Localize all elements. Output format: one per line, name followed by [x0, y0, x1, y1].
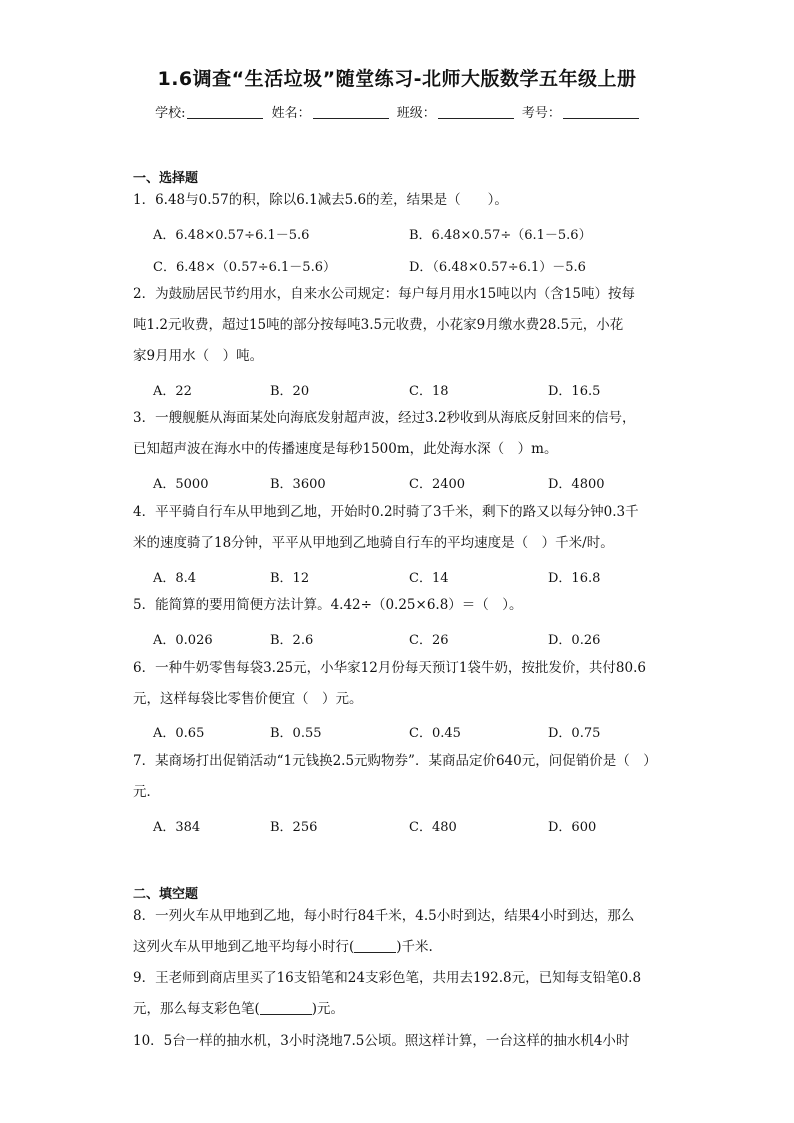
option-d[interactable]: D．600 — [548, 820, 597, 835]
question-text: 家9月用水（ ）吨。 — [133, 348, 264, 364]
option-d[interactable]: D．0.75 — [548, 726, 601, 741]
question-3 — [133, 403, 663, 465]
student-info-line — [0, 102, 794, 121]
question-9 — [133, 963, 663, 1025]
answer-blank[interactable] — [260, 1001, 312, 1015]
option-d[interactable]: D．16.8 — [548, 571, 601, 586]
school-field — [155, 102, 263, 121]
option-a[interactable]: A．6.48×0.57÷6.1－5.6 — [153, 228, 310, 243]
question-text: 6．一种牛奶零售每袋3.25元，小华家12月份每天预订1袋牛奶，按批发价，共付80.6 — [133, 660, 646, 676]
question-text-part: 元，那么每支彩色笔( — [133, 1001, 260, 1017]
option-b[interactable]: B．6.48×0.57÷（6.1－5.6） — [409, 228, 592, 243]
option-b[interactable]: B．2.6 — [270, 633, 314, 648]
question-text-line2 — [133, 932, 663, 963]
name-field — [272, 102, 389, 121]
question-text-part: 这列火车从甲地到乙地平均每小时行( — [133, 939, 355, 955]
exam-no-field — [522, 102, 639, 121]
section-choice-heading: 一、选择题 — [133, 171, 199, 186]
option-c[interactable]: C．2400 — [409, 477, 466, 492]
question-text: 已知超声波在海水中的传播速度是每秒1500m，此处海水深（ ）m。 — [133, 441, 558, 457]
question-text: 10．5台一样的抽水机，3小时浇地7.5公顷。照这样计算，一台这样的抽水机4小时 — [133, 1033, 630, 1049]
question-text: 1．6.48与0.57的积，除以6.1减去5.6的差，结果是（ ）。 — [133, 192, 508, 208]
page-title: 1.6调查“生活垃圾”随堂练习-北师大版数学五年级上册 — [157, 68, 637, 90]
question-text: 元． — [133, 784, 160, 800]
name-blank[interactable] — [313, 106, 389, 119]
option-d[interactable]: D．4800 — [548, 477, 605, 492]
option-c[interactable]: C．6.48×（0.57÷6.1－5.6） — [153, 260, 336, 275]
option-b[interactable]: B．20 — [270, 384, 310, 399]
option-a[interactable]: A．8.4 — [153, 571, 197, 586]
question-7 — [133, 746, 663, 808]
option-a[interactable]: A．5000 — [153, 477, 209, 492]
option-b[interactable]: B．256 — [270, 820, 318, 835]
class-field — [397, 102, 514, 121]
name-label: 姓名： — [271, 106, 311, 121]
school-label: 学校: — [155, 106, 186, 121]
option-a[interactable]: A．22 — [153, 384, 192, 399]
option-c[interactable]: C．14 — [409, 571, 449, 586]
question-text: 3．一艘舰艇从海面某处向海底发射超声波，经过3.2秒收到从海底反射回来的信号， — [133, 410, 636, 426]
exam-no-label: 考号： — [521, 106, 561, 121]
question-text: 吨1.2元收费，超过15吨的部分按每吨3.5元收费，小花家9月缴水费28.5元，小花 — [133, 317, 624, 333]
question-6 — [133, 653, 663, 715]
option-d[interactable]: D．16.5 — [548, 384, 601, 399]
option-b[interactable]: B．0.55 — [270, 726, 322, 741]
option-c[interactable]: C．480 — [409, 820, 457, 835]
question-text: 4．平平骑自行车从甲地到乙地，开始时0.2时骑了3千米，剩下的路又以每分钟0.3千 — [133, 504, 639, 520]
school-blank[interactable] — [187, 106, 263, 119]
option-b[interactable]: B．3600 — [270, 477, 326, 492]
question-text-part: )千米. — [396, 939, 433, 955]
question-text: 元，这样每袋比零售价便宜（ ）元。 — [133, 691, 363, 707]
question-text: 7．某商场打出促销活动“1元钱换2.5元购物券”．某商品定价640元，问促销价是（ ） — [133, 753, 657, 769]
question-text-line2 — [133, 994, 663, 1025]
option-a[interactable]: A．0.65 — [153, 726, 205, 741]
option-c[interactable]: C．26 — [409, 633, 449, 648]
question-text: 8．一列火车从甲地到乙地，每小时行84千米，4.5小时到达，结果4小时到达，那么 — [133, 908, 635, 924]
option-a[interactable]: A．0.026 — [153, 633, 213, 648]
answer-blank[interactable] — [354, 939, 396, 953]
class-blank[interactable] — [438, 106, 514, 119]
option-c[interactable]: C．0.45 — [409, 726, 461, 741]
exam-no-blank[interactable] — [563, 106, 639, 119]
option-d[interactable]: D．（6.48×0.57÷6.1）－5.6 — [409, 260, 586, 275]
question-text: 2．为鼓励居民节约用水，自来水公司规定：每户每月用水15吨以内（含15吨）按每 — [133, 286, 635, 302]
question-2 — [133, 279, 663, 372]
option-c[interactable]: C．18 — [409, 384, 449, 399]
question-10 — [133, 1026, 663, 1057]
question-1 — [133, 185, 663, 216]
question-text: 米的速度骑了18分钟，平平从甲地到乙地骑自行车的平均速度是（ ）千米/时。 — [133, 535, 614, 551]
question-text: 9．王老师到商店里买了16支铅笔和24支彩色笔，共用去192.8元，已知每支铅笔0.8 — [133, 970, 642, 986]
question-4 — [133, 497, 663, 559]
class-label: 班级： — [396, 106, 436, 121]
question-text: 5．能简算的要用简便方法计算。4.42÷（0.25×6.8）＝（ ）。 — [133, 597, 523, 613]
option-d[interactable]: D．0.26 — [548, 633, 601, 648]
section-fill-heading: 二、填空题 — [133, 887, 199, 902]
question-8 — [133, 901, 663, 963]
option-b[interactable]: B．12 — [270, 571, 310, 586]
question-5 — [133, 590, 663, 621]
option-a[interactable]: A．384 — [153, 820, 201, 835]
question-text-part: )元。 — [311, 1001, 345, 1017]
